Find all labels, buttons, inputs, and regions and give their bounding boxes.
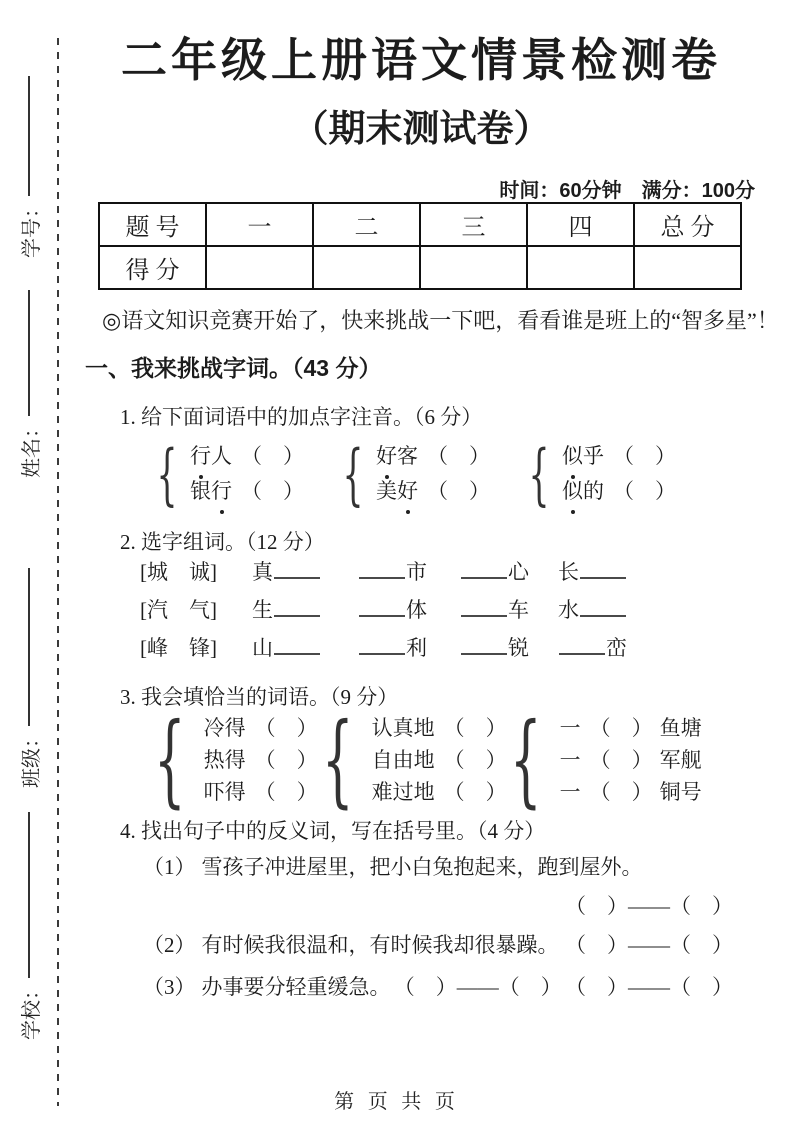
fill-item: 山 [252,632,358,662]
char: 客 [397,444,418,468]
sentence: 雪孩子冲进屋里，把小白兔抱起来，跑到屋外。 [201,855,643,879]
char-choice-row [140,594,627,632]
char-bracket: [峰 锋] [140,636,217,660]
fill-blank [461,596,507,617]
dotted-char: 好 [397,475,418,505]
fill-blank [580,558,626,579]
pinyin-group-1 [146,436,304,513]
score-cell-empty [206,246,313,289]
answer-paren: （ ） [427,444,490,468]
char-choice-row [140,556,627,594]
score-cell-empty [527,246,634,289]
student-no-blank-line [28,76,30,196]
answer-paren: （ ） [613,444,676,468]
answer-pair: （ ）——（ ） [565,894,733,918]
answer-pair: （ ）——（ ） [393,975,562,999]
left-brace-icon: { [321,701,354,818]
q4-item-2 [143,929,733,959]
item-number: （2） [143,933,196,957]
char-bracket: [城 诚] [140,560,217,584]
sidebar-field-class [16,568,42,788]
fill-item: 心 [460,556,558,586]
cut-line [57,38,59,1106]
dotted-char: 似 [562,440,583,470]
fill-blank [359,558,405,579]
score-table-cell-question-no: 题 号 [99,203,206,246]
dotted-char: 行 [211,475,232,505]
name-blank-line [28,290,30,416]
score-table-cell-four: 四 [527,203,634,246]
score-table-cell-two: 二 [313,203,420,246]
answer-pair: （ ）——（ ） [565,975,733,999]
char: 的 [583,479,604,503]
q2-rows [140,556,627,670]
page-title: 二年级上册语文情景检测卷 [121,34,721,86]
answer-paren: （ ） [443,716,507,740]
q4-item-3 [143,971,733,1001]
answer-paren: （ ） [254,716,318,740]
left-brace-icon: { [509,701,542,818]
answer-paren: （ ） [254,780,318,804]
sidebar-field-school [16,812,42,1040]
sidebar-field-student-no [16,76,42,258]
dotted-char: 行 [190,440,211,470]
score-table [98,202,742,290]
word-fill-group-2: { 认真地 （ ） 自由地 （ ） 难过地 （ ） [321,701,507,818]
student-no-label: 学号： [20,198,43,258]
q4-answer-1 [143,890,733,920]
sentence: 有时候我很温和，有时候我却很暴躁。 [201,933,559,957]
answer-paren: （ ） [241,444,304,468]
sentence: 办事要分轻重缓急。 [201,975,391,999]
item-number: （1） [143,855,196,879]
name-label: 姓名： [20,418,43,478]
char: 美 [376,479,397,503]
score-table-cell-three: 三 [420,203,527,246]
fill-item: 真 [252,556,358,586]
fill-item: 市 [358,556,460,586]
sidebar-field-name [16,290,42,478]
fill-item: 长 [558,556,627,586]
pinyin-group-2 [332,436,490,513]
word-row [376,475,490,510]
score-table-cell-one: 一 [206,203,313,246]
char-bracket: [汽 气] [140,598,217,622]
page-footer: 第 页 共 页 [334,1091,459,1113]
char: 人 [211,444,232,468]
fill-item: 利 [358,632,460,662]
fill-item: 生 [252,594,358,624]
dotted-char: 好 [376,440,397,470]
q1-groups [146,436,676,513]
class-label: 班级： [20,728,43,788]
q1-prompt: 1. 给下面词语中的加点字注音。（6 分） [120,405,483,429]
school-blank-line [28,812,30,978]
fill-blank [274,596,320,617]
score-table-cell-score-label: 得 分 [99,246,206,289]
answer-paren: （ ） [589,748,653,772]
fill-item: 水 [558,594,627,624]
pinyin-group-3 [518,436,676,513]
page-subtitle: （期末测试卷） [291,108,551,149]
word-row [190,440,304,475]
left-brace-icon: { [153,701,186,818]
answer-paren: （ ） [589,780,653,804]
word-row [562,475,676,510]
score-table-cell-total: 总 分 [634,203,741,246]
q4-prompt: 4. 找出句子中的反义词，写在括号里。（4 分） [120,819,546,843]
word-row [562,440,676,475]
score-cell-empty [634,246,741,289]
answer-paren: （ ） [589,716,653,740]
answer-paren: （ ） [443,780,507,804]
intro-text: ◎语文知识竞赛开始了，快来挑战一下吧，看看谁是班上的“智多星”！ [102,308,779,333]
q4-item-1 [143,851,643,881]
left-brace-icon: { [156,436,178,513]
word-row [376,440,490,475]
char: 乎 [583,444,604,468]
fill-item: 峦 [558,632,627,662]
char: 银 [190,479,211,503]
word-fill-group-1: { 冷得 （ ） 热得 （ ） 吓得 （ ） [153,701,318,818]
answer-paren: （ ） [443,748,507,772]
class-blank-line [28,568,30,726]
answer-paren: （ ） [254,748,318,772]
fill-blank [359,596,405,617]
q3-groups [138,701,702,818]
score-cell-empty [420,246,527,289]
answer-pair: （ ）——（ ） [565,933,733,957]
fill-blank [580,596,626,617]
fill-blank [274,634,320,655]
word-fill-group-3: { 一 （ ） 鱼塘 一 （ ） 军舰 一 （ ） 铜号 [509,701,702,818]
item-number: （3） [143,975,196,999]
fill-item: 车 [460,594,558,624]
fill-blank [359,634,405,655]
fill-blank [559,634,605,655]
q2-prompt: 2. 选字组词。（12 分） [120,530,325,554]
score-table-score-row [99,246,741,289]
section1-heading: 一、我来挑战字词。（43 分） [85,355,382,381]
answer-paren: （ ） [427,479,490,503]
left-brace-icon: { [528,436,550,513]
dotted-char: 似 [562,475,583,505]
exam-info: 时间：60分钟 满分：100分 [499,180,755,202]
answer-paren: （ ） [241,479,304,503]
school-label: 学校： [20,980,43,1040]
score-cell-empty [313,246,420,289]
fill-blank [274,558,320,579]
char-choice-row [140,632,627,670]
word-row [190,475,304,510]
answer-paren: （ ） [613,479,676,503]
q3-prompt: 3. 我会填恰当的词语。（9 分） [120,685,399,709]
fill-item: 锐 [460,632,558,662]
fill-item: 体 [358,594,460,624]
fill-blank [461,634,507,655]
left-brace-icon: { [342,436,364,513]
score-table-header-row [99,203,741,246]
fill-blank [461,558,507,579]
